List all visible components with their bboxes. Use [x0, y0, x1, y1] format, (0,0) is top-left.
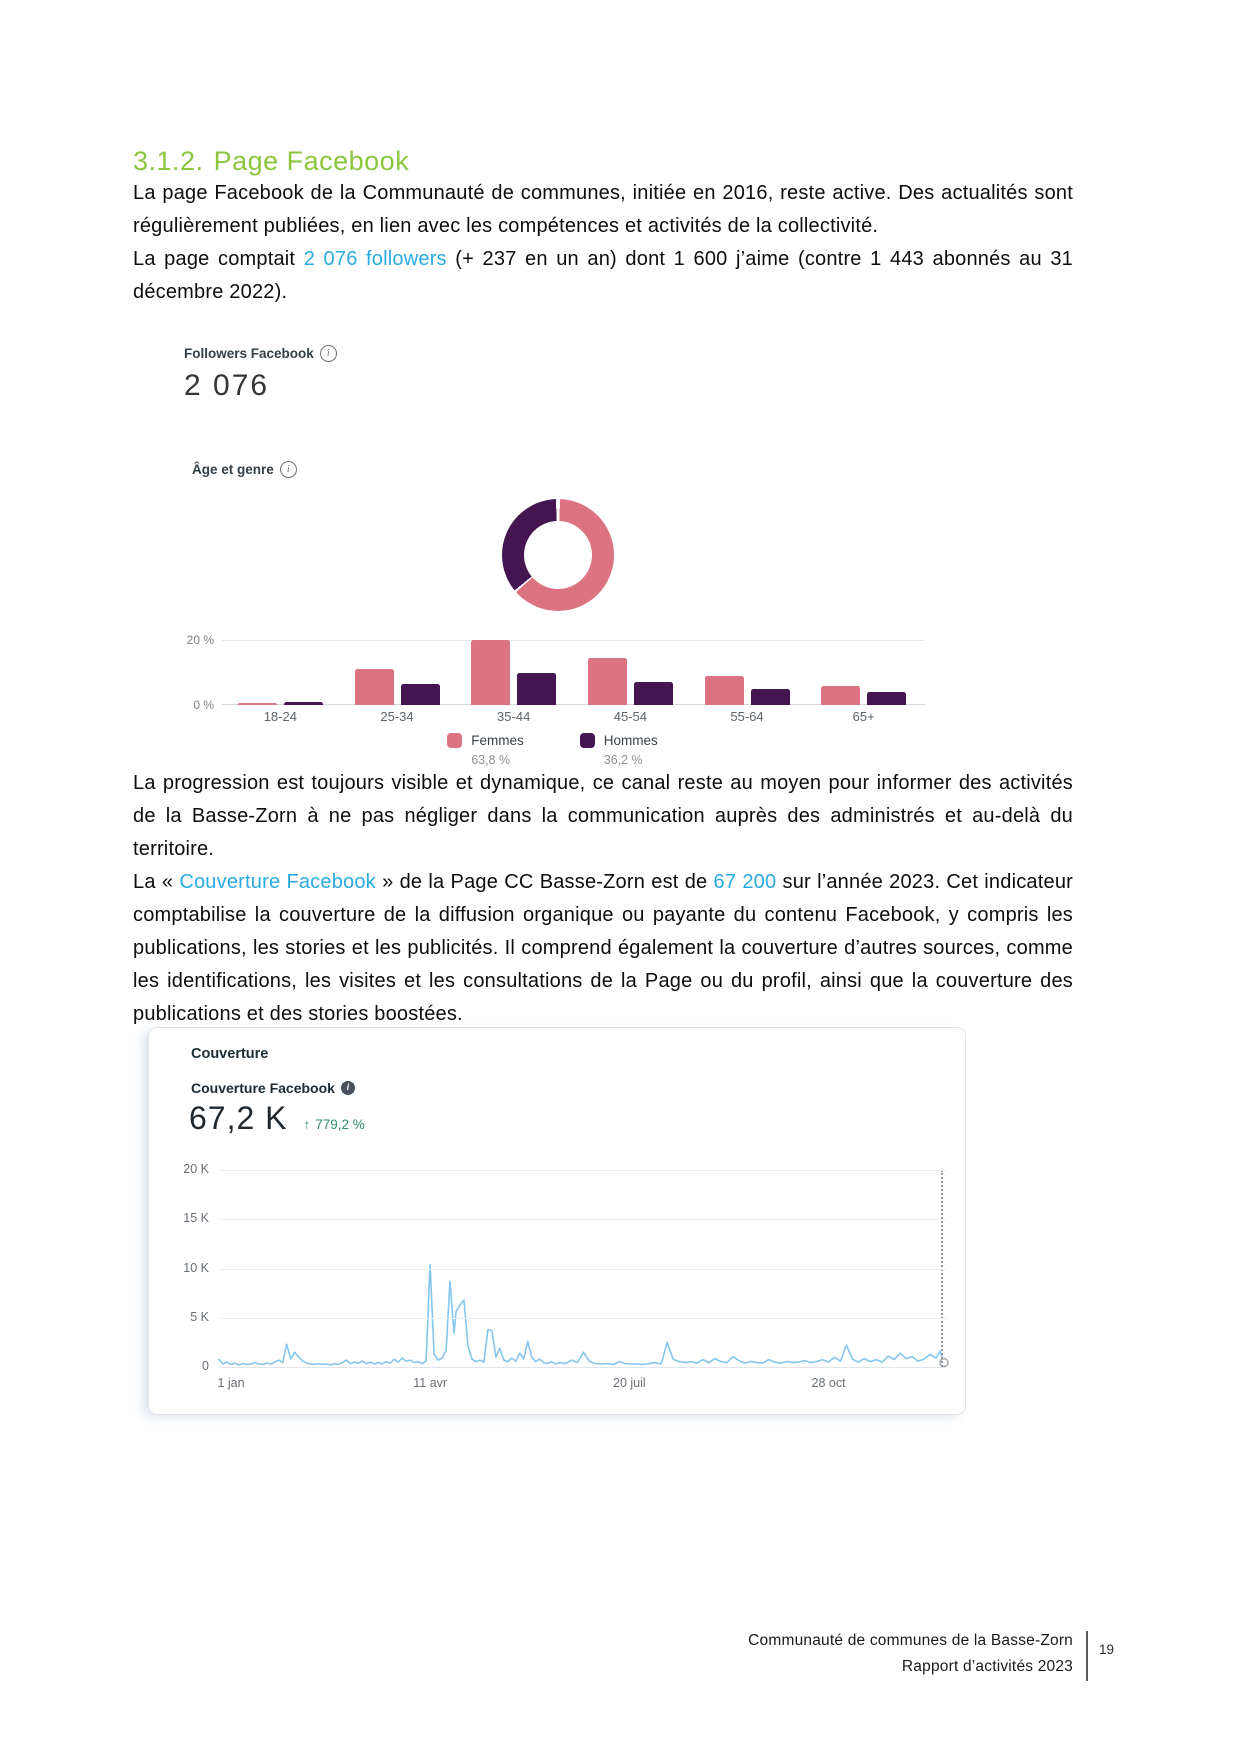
- coverage-card: [148, 1027, 966, 1415]
- gridline: [219, 1170, 946, 1171]
- coverage-metric-row: [189, 1100, 365, 1137]
- info-icon: i: [280, 461, 297, 478]
- followers-widget-title-text: Followers Facebook: [184, 346, 314, 361]
- bar-femmes-65+: [821, 686, 860, 706]
- coverage-metric-delta: [304, 1117, 365, 1132]
- bar-femmes-55-64: [705, 676, 744, 705]
- bar-category-label: 45-54: [613, 709, 647, 724]
- coverage-metric-value: 67,2 K: [189, 1100, 288, 1136]
- coverage-plot: [183, 1162, 946, 1390]
- legend-item-hommes: [580, 733, 658, 767]
- bar-group-45-54: [572, 640, 689, 724]
- gridline: [219, 1367, 946, 1368]
- bar-femmes-18-24: [238, 703, 277, 705]
- paragraph-followers: [133, 243, 1073, 309]
- bar-group-18-24: [222, 640, 339, 724]
- y-axis-label: 20 K: [183, 1162, 209, 1176]
- bar-hommes-25-34: [401, 684, 440, 705]
- bar-category-label: 18-24: [263, 709, 297, 724]
- y-axis-label: 10 K: [183, 1260, 209, 1275]
- paragraph-couverture-text-2: » de la Page CC Basse-Zorn est de: [375, 871, 714, 893]
- x-axis-label: 11 avr: [413, 1376, 448, 1390]
- bar-femmes-45-54: [588, 658, 627, 705]
- legend-label: Hommes: [603, 733, 658, 748]
- coverage-delta-value: 779,2 %: [315, 1117, 365, 1132]
- info-icon: i: [341, 1081, 355, 1095]
- followers-widget-title: [184, 345, 337, 362]
- bar-group-65+: [805, 640, 922, 724]
- age-gender-title-text: Âge et genre: [192, 462, 274, 477]
- age-gender-legend: [180, 733, 925, 767]
- coverage-line-series: [219, 1265, 944, 1365]
- couverture-value-highlight: 67 200: [713, 871, 777, 893]
- legend-swatch: [447, 733, 462, 748]
- bar-hommes-65+: [867, 692, 906, 705]
- y-axis-label: 20 %: [186, 633, 214, 647]
- footer: [748, 1628, 1073, 1680]
- y-axis-label: 0 %: [193, 698, 214, 712]
- page-content: [133, 0, 1073, 1415]
- age-gender-bar-groups: [222, 640, 922, 724]
- bar-group-55-64: [689, 640, 806, 724]
- page-number: 19: [1099, 1642, 1115, 1657]
- age-gender-bar-chart: [180, 633, 925, 724]
- y-axis-label: 5 K: [190, 1309, 209, 1324]
- bar-group-25-34: [339, 640, 456, 724]
- bar-hommes-35-44: [517, 673, 556, 706]
- age-gender-title: [192, 461, 297, 478]
- couverture-highlight: Couverture Facebook: [179, 871, 376, 893]
- footer-divider: [1086, 1631, 1088, 1681]
- paragraph-couverture-text-3: sur l’année 2023. Cet indicateur comptabilise la couverture de la diffusion organique ou payante du contenu Facebook, y compris les publications, les stories et les publicités. Il comprend également la couverture d’autres sources, comme les identifications, les visites et les consultations de la Page ou du profil, ainsi que la couverture des publications et des stories boostées.: [133, 871, 1074, 1025]
- legend-label: Femmes: [471, 733, 524, 748]
- legend-swatch: [580, 733, 595, 748]
- gridline: [219, 1269, 946, 1270]
- coverage-card-title: Couverture: [191, 1046, 269, 1062]
- section-title: Page Facebook: [213, 146, 410, 176]
- y-axis-label: 0: [202, 1359, 209, 1373]
- x-axis-label: 20 juil: [613, 1376, 646, 1390]
- bar-group-35-44: [455, 640, 572, 724]
- paragraph-couverture-text: La «: [133, 871, 180, 893]
- bar-category-label: 65+: [852, 709, 875, 724]
- paragraph-progression: La progression est toujours visible et dynamique, ce canal reste au moyen pour informer des activités de la Basse-Zorn à ne pas négliger dans la communication auprès des administrés et au-delà du territoire.: [133, 772, 1073, 860]
- info-icon: i: [320, 345, 337, 362]
- age-gender-donut: [502, 499, 614, 611]
- bar-hommes-45-54: [634, 682, 673, 705]
- bar-femmes-25-34: [355, 669, 394, 705]
- bar-category-label: 25-34: [380, 709, 414, 724]
- gridline: [219, 1318, 946, 1319]
- y-axis-label: 15 K: [183, 1211, 209, 1226]
- x-axis-label: 1 jan: [217, 1376, 245, 1390]
- bar-hommes-55-64: [751, 689, 790, 705]
- paragraph-couverture: [133, 866, 1073, 1031]
- legend-item-femmes: [447, 733, 524, 767]
- bar-hommes-18-24: [284, 702, 323, 705]
- coverage-metric-label: [191, 1080, 355, 1096]
- followers-count: 2 076: [184, 369, 270, 402]
- bar-category-label: 35-44: [497, 709, 531, 724]
- followers-highlight: 2 076 followers: [303, 248, 447, 270]
- legend-percentage: 63,8 %: [471, 753, 511, 767]
- paragraph-followers-text: La page comptait: [133, 248, 304, 270]
- section-heading: [133, 146, 1073, 177]
- legend-percentage: 36,2 %: [603, 753, 643, 767]
- followers-insights-widget: [180, 343, 940, 767]
- coverage-metric-label-text: Couverture Facebook: [191, 1080, 335, 1096]
- paragraph-followers-text-2: (+ 237 en un an) dont 1 600 j’aime (contre 1 443 abonnés au 31 décembre 2022).: [133, 248, 1073, 303]
- gridline: [219, 1219, 946, 1220]
- paragraph-intro: La page Facebook de la Communauté de communes, initiée en 2016, reste active. Des actualités sont régulièrement publiées, en lien avec les compétences et activités de la collectivité.: [133, 182, 1073, 237]
- x-axis-label: 28 oct: [811, 1376, 846, 1390]
- section-number: 3.1.2.: [133, 146, 204, 176]
- bar-femmes-35-44: [471, 640, 510, 705]
- footer-org-name: Communauté de communes de la Basse-Zorn: [748, 1632, 1073, 1649]
- footer-report-title: Rapport d’activités 2023: [901, 1658, 1073, 1675]
- arrow-up-icon: ↑: [303, 1117, 311, 1132]
- bar-category-label: 55-64: [730, 709, 764, 724]
